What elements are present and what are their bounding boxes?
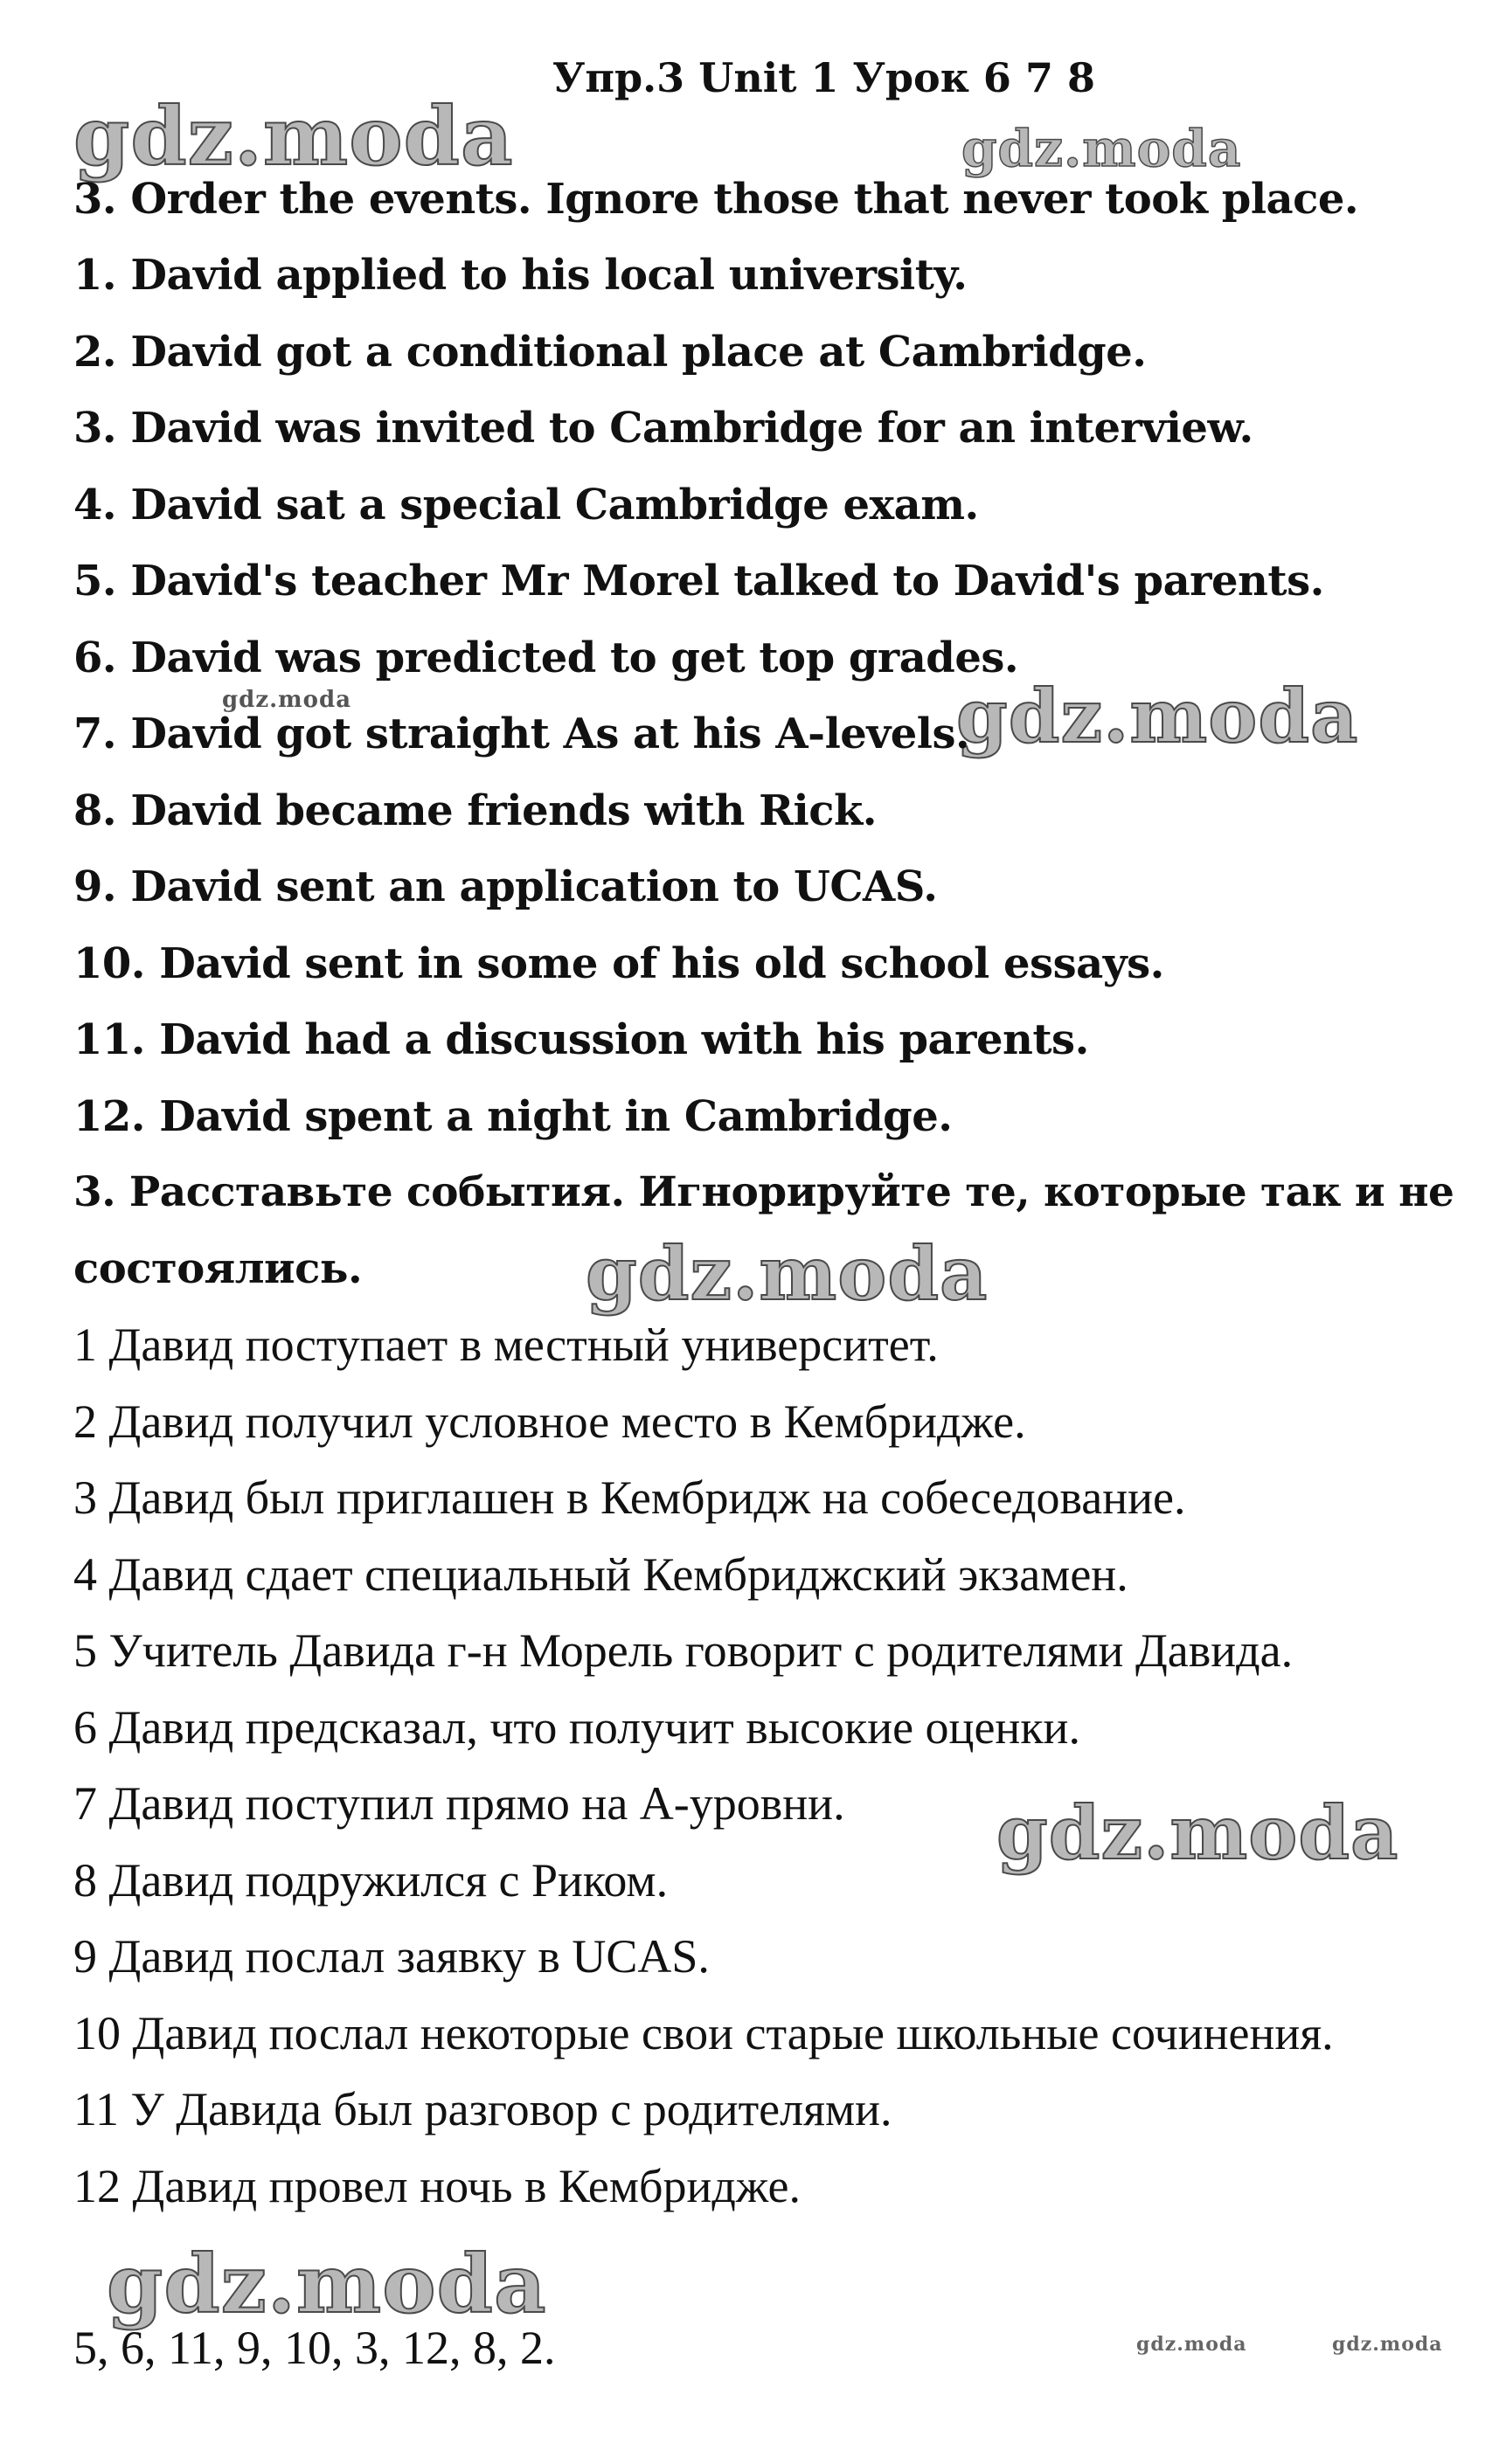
english-item: 1. David applied to his local university. xyxy=(73,251,968,300)
watermark-logo: gdz.moda xyxy=(956,673,1359,759)
watermark-logo: gdz.moda xyxy=(996,1789,1399,1876)
russian-item: 1 Давид поступает в местный университет. xyxy=(73,1319,939,1371)
watermark-logo: gdz.moda xyxy=(961,119,1242,178)
watermark-logo: gdz.moda xyxy=(73,89,514,183)
english-item: 9. David sent an application to UCAS. xyxy=(73,862,938,911)
russian-item: 10 Давид послал некоторые свои старые школьные сочинения. xyxy=(73,2007,1334,2059)
russian-item: 7 Давид поступил прямо на А-уровни. xyxy=(73,1777,845,1830)
watermark-logo: gdz.moda xyxy=(1332,2333,1443,2356)
english-item: 3. David was invited to Cambridge for an interview. xyxy=(73,404,1253,453)
russian-item: 3 Давид был приглашен в Кембридж на собеседование. xyxy=(73,1471,1186,1524)
russian-item: 4 Давид сдает специальный Кембриджский экзамен. xyxy=(73,1548,1128,1601)
russian-item: 9 Давид послал заявку в UCAS. xyxy=(73,1930,710,1983)
watermark-logo: gdz.moda xyxy=(107,2237,547,2331)
russian-item: 12 Давид провел ночь в Кембридже. xyxy=(73,2160,801,2212)
page-title: Упр.3 Unit 1 Урок 6 7 8 xyxy=(552,54,1095,101)
russian-heading-continued: состоялись. xyxy=(73,1244,363,1293)
english-item: 11. David had a discussion with his parents. xyxy=(73,1015,1089,1064)
russian-item: 11 У Давида был разговор с родителями. xyxy=(73,2083,892,2135)
russian-item: 8 Давид подружился с Риком. xyxy=(73,1854,669,1907)
english-heading: 3. Order the events. Ignore those that never took place. xyxy=(73,175,1359,224)
english-item: 4. David sat a special Cambridge exam. xyxy=(73,481,979,529)
english-item: 2. David got a conditional place at Cambridge. xyxy=(73,328,1147,377)
english-item: 8. David became friends with Rick. xyxy=(73,786,877,835)
english-item: 6. David was predicted to get top grades. xyxy=(73,633,1019,682)
english-item: 7. David got straight As at his A-levels. xyxy=(73,709,970,758)
english-item: 12. David spent a night in Cambridge. xyxy=(73,1092,953,1141)
watermark-logo: gdz.moda xyxy=(586,1230,989,1317)
english-item: 5. David's teacher Mr Morel talked to David's parents. xyxy=(73,557,1324,606)
watermark-logo: gdz.moda xyxy=(1136,2333,1247,2356)
answer-sequence: 5, 6, 11, 9, 10, 3, 12, 8, 2. xyxy=(73,2322,556,2374)
russian-item: 6 Давид предсказал, что получит высокие оценки. xyxy=(73,1701,1080,1754)
russian-item: 5 Учитель Давида г-н Морель говорит с родителями Давида. xyxy=(73,1624,1294,1677)
english-item: 10. David sent in some of his old school essays. xyxy=(73,939,1164,988)
watermark-logo: gdz.moda xyxy=(222,687,352,713)
russian-item: 2 Давид получил условное место в Кембридже. xyxy=(73,1395,1026,1448)
russian-heading: 3. Расставьте события. Игнорируйте те, которые так и не xyxy=(73,1168,1454,1216)
